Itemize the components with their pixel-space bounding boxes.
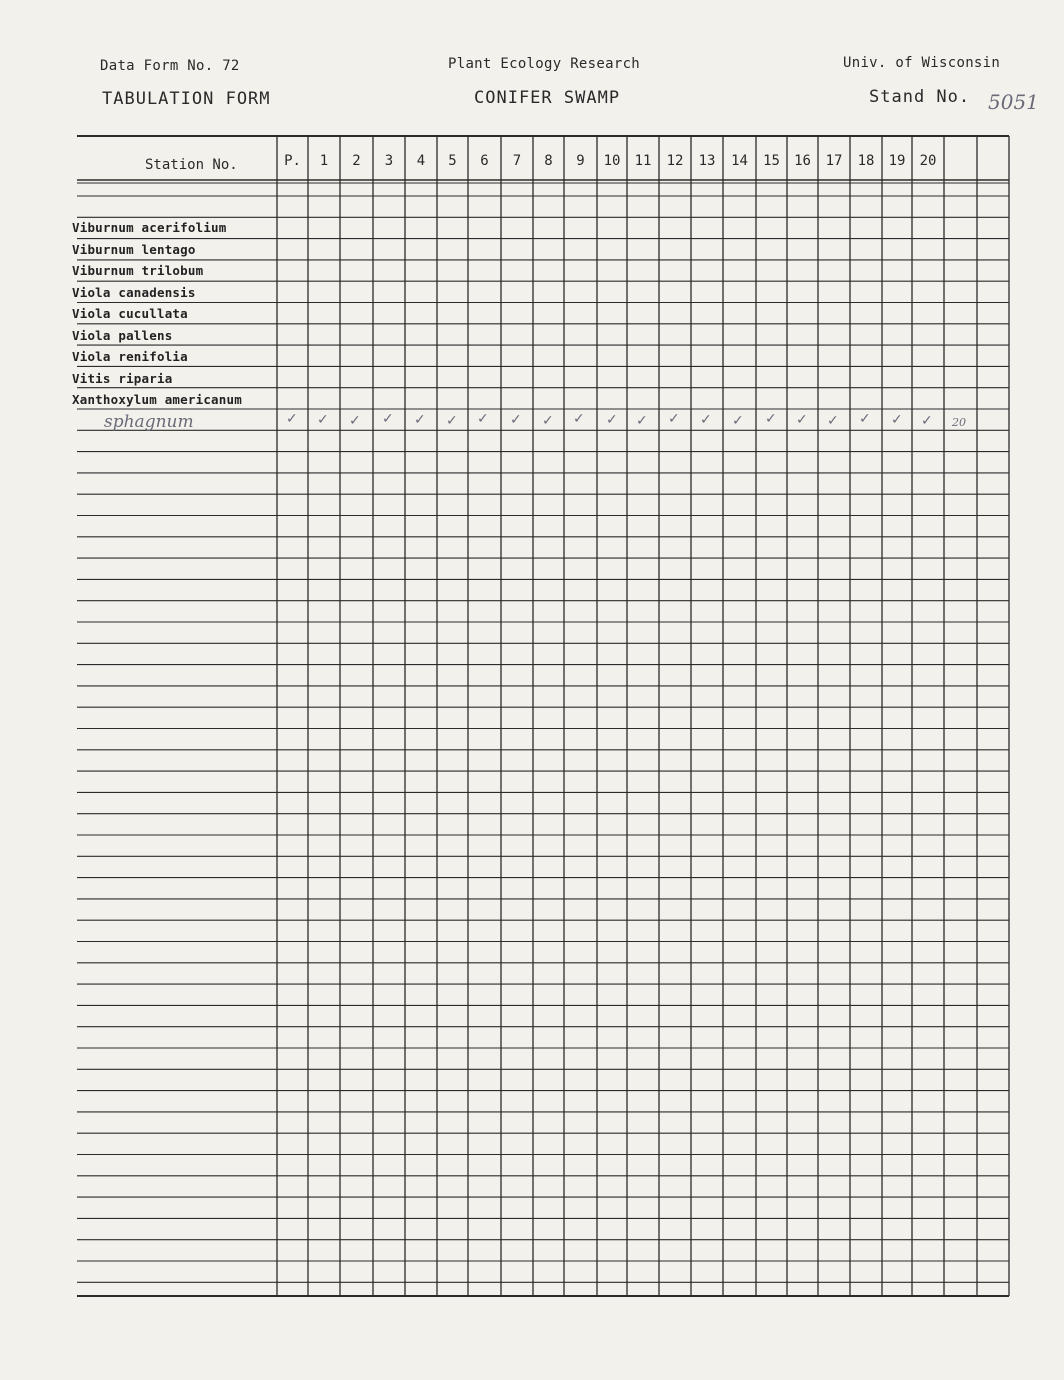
column-header-station: 7 [512,153,522,169]
column-header-station: 10 [603,153,621,169]
check-mark: ✓ [859,411,871,427]
column-header-station: 17 [825,153,843,169]
check-mark: ✓ [286,411,298,427]
species-name: Viola cucullata [72,306,188,321]
check-mark: ✓ [573,411,585,427]
column-header-station: 14 [731,153,748,169]
species-name: Viola renifolia [72,349,188,364]
check-mark: ✓ [382,411,394,427]
column-header-station: 1 [319,153,329,169]
community-title: CONIFER SWAMP [474,88,621,108]
species-name: Viburnum lentago [72,241,196,257]
form-number: Data Form No. 72 [100,58,240,74]
institution: Univ. of Wisconsin [843,55,1001,71]
species-name: Viola pallens [72,327,173,343]
column-header-station: 12 [666,153,684,169]
species-name: Vitis riparia [72,370,173,386]
research-title: Plant Ecology Research [448,56,641,72]
check-mark: ✓ [765,411,777,427]
check-mark: ✓ [668,411,680,427]
column-header-station: 20 [919,153,937,169]
column-header-station: 8 [544,153,553,169]
check-mark: ✓ [796,412,808,428]
column-header-station: 4 [416,153,426,169]
column-header-station: 11 [634,153,652,169]
check-mark: ✓ [317,412,329,428]
species-name: Viburnum trilobum [72,263,204,278]
column-header-station: 5 [448,153,457,169]
check-mark: ✓ [891,412,903,428]
stand-label: Stand No. [869,87,971,107]
check-mark: ✓ [636,413,648,429]
column-header-station: 9 [576,153,585,169]
column-header-station: 18 [857,153,875,169]
column-header-station: 13 [698,153,716,169]
column-header-station: 15 [763,153,780,169]
species-name: Xanthoxylum americanum [72,392,242,407]
column-header-station: 6 [480,153,489,169]
handwritten-species-sphagnum: sphagnum [104,412,194,432]
species-name: Viburnum acerifolium [72,220,227,235]
check-mark: ✓ [732,413,744,429]
check-mark: ✓ [606,412,618,428]
check-mark: ✓ [700,412,712,428]
check-mark: ✓ [414,412,426,428]
handwritten-total: 20 [952,416,966,429]
column-header-station: 2 [352,153,361,169]
column-header-station: 3 [384,153,394,169]
stand-number-handwritten: 5051 [988,90,1039,114]
check-mark: ✓ [827,413,839,429]
station-number-label: Station No. [145,157,238,173]
check-mark: ✓ [921,413,933,429]
check-mark: ✓ [349,413,361,429]
column-header-station: 16 [794,153,811,169]
check-mark: ✓ [446,413,458,429]
column-header-station: P. [284,153,301,169]
form-title: TABULATION FORM [102,89,271,109]
check-mark: ✓ [510,412,522,428]
species-name: Viola canadensis [72,284,196,300]
column-header-station: 19 [888,153,906,169]
check-mark: ✓ [477,411,489,427]
check-mark: ✓ [542,413,554,429]
